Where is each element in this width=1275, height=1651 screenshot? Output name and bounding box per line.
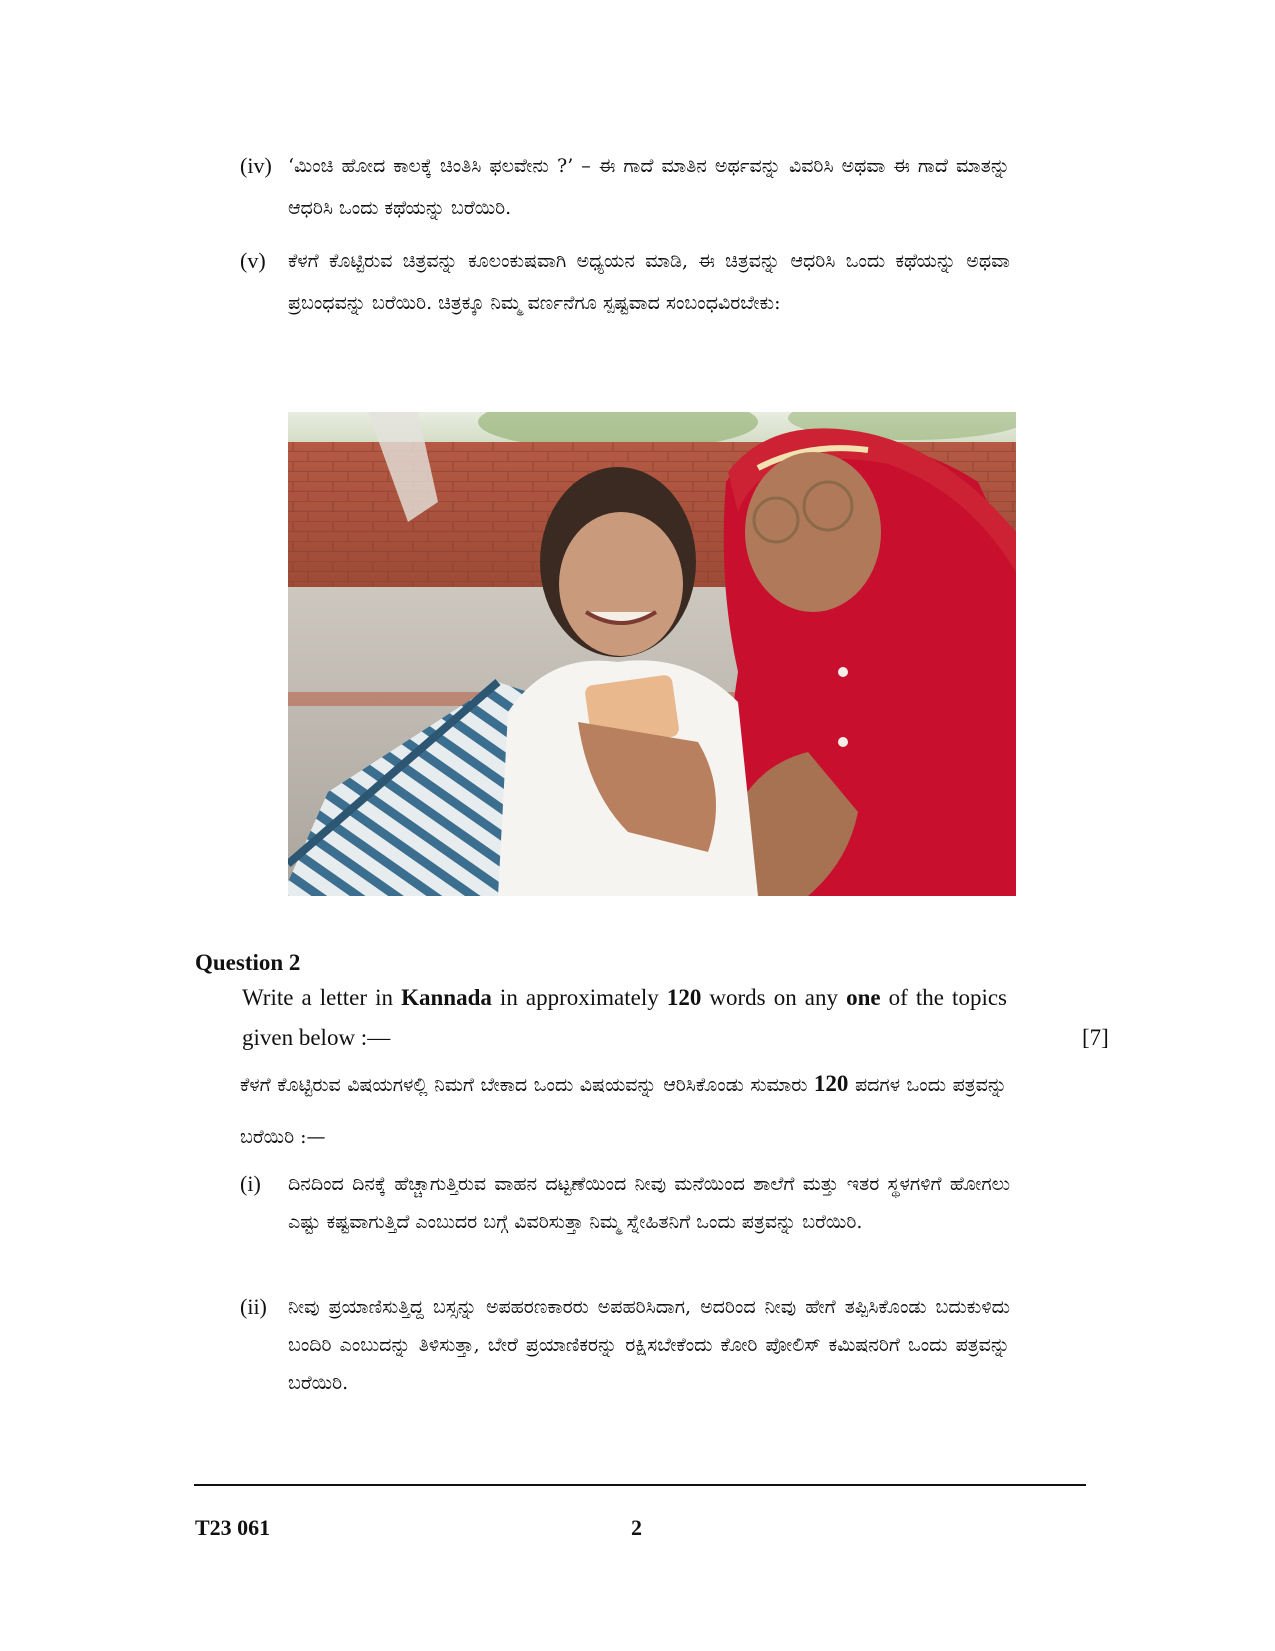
item-number: (ii) bbox=[240, 1294, 267, 1319]
item-number: (v) bbox=[240, 248, 266, 273]
instruction-bold: Kannada bbox=[401, 985, 492, 1010]
kannada-text: ಕೆಳಗೆ ಕೊಟ್ಟಿರುವ ವಿಷಯಗಳಲ್ಲಿ ನಿಮಗೆ ಬೇಕಾದ ಒಂದು ವಿಷಯವನ್ನು ಆರಿಸಿಕೊಂಡು ಸುಮಾರು bbox=[240, 1074, 814, 1096]
instruction-text: Write a letter in bbox=[242, 985, 402, 1010]
footer-divider bbox=[194, 1484, 1086, 1486]
grandmother-girl-phone-photo bbox=[288, 412, 1016, 896]
word-count: 120 bbox=[813, 1071, 849, 1096]
paper-code: T23 061 bbox=[195, 1515, 271, 1540]
q2-item-ii bbox=[240, 1288, 1010, 1402]
q1-item-v bbox=[240, 240, 1010, 324]
instruction-bold: one bbox=[846, 985, 881, 1010]
question-2-instruction bbox=[242, 978, 1007, 1058]
question-2-kannada-instruction bbox=[240, 1058, 1007, 1163]
item-text: ಕೆಳಗೆ ಕೊಟ್ಟಿರುವ ಚಿತ್ರವನ್ನು ಕೂಲಂಕುಷವಾಗಿ ಅಧ್ಯಯನ ಮಾಡಿ, ಈ ಚಿತ್ರವನ್ನು ಆಧರಿಸಿ ಒಂದು ಕಥೆಯನ್ನು ಅಥವಾ ಪ್ರಬಂಧವನ್ನು ಬರೆಯಿರಿ. ಚಿತ್ರಕ್ಕೂ ನಿಮ್ಮ ವರ್ಣನೆಗೂ ಸ್ಪಷ್ಟವಾದ ಸಂಬಂಧವಿರಬೇಕು: bbox=[288, 250, 1010, 314]
page-number: 2 bbox=[631, 1515, 642, 1540]
kannada-text: ಪದಗಳ ಒಂದು ಪತ್ರವನ್ನು ಬರೆಯಿರಿ :— bbox=[240, 1074, 1007, 1148]
instruction-text: words on any bbox=[701, 985, 847, 1010]
item-number: (i) bbox=[240, 1171, 261, 1196]
instruction-bold: 120 bbox=[666, 985, 702, 1010]
item-text: ನೀವು ಪ್ರಯಾಣಿಸುತ್ತಿದ್ದ ಬಸ್ಸನ್ನು ಅಪಹರಣಕಾರರು ಅಪಹರಿಸಿದಾಗ, ಅದರಿಂದ ನೀವು ಹೇಗೆ ತಪ್ಪಿಸಿಕೊಂಡು ಬದುಕುಳಿದು ಬಂದಿರಿ ಎಂಬುದನ್ನು ತಿಳಿಸುತ್ತಾ, ಬೇರೆ ಪ್ರಯಾಣಿಕರನ್ನು ರಕ್ಷಿಸಬೇಕೆಂದು ಕೋರಿ ಪೋಲಿಸ್ ಕಮಿಷನರಿಗೆ ಒಂದು ಪತ್ರವನ್ನು ಬರೆಯಿರಿ. bbox=[288, 1296, 1010, 1394]
q2-item-i bbox=[240, 1165, 1010, 1241]
marks-label: [7] bbox=[1082, 1025, 1109, 1050]
item-text: ದಿನದಿಂದ ದಿನಕ್ಕೆ ಹೆಚ್ಚಾಗುತ್ತಿರುವ ವಾಹನ ದಟ್ಟಣೆಯಿಂದ ನೀವು ಮನೆಯಿಂದ ಶಾಲೆಗೆ ಮತ್ತು ಇತರ ಸ್ಥಳಗಳಿಗೆ ಹೋಗಲು ಎಷ್ಟು ಕಷ್ಟವಾಗುತ್ತಿದೆ ಎಂಬುದರ ಬಗ್ಗೆ ವಿವರಿಸುತ್ತಾ ನಿಮ್ಮ ಸ್ನೇಹಿತನಿಗೆ ಒಂದು ಪತ್ರವನ್ನು ಬರೆಯಿರಿ. bbox=[288, 1173, 1010, 1233]
instruction-text: in approximately bbox=[491, 985, 667, 1010]
instruction-text: of the topics given below :— bbox=[242, 985, 1007, 1050]
item-text: ‘ಮಿಂಚಿ ಹೋದ ಕಾಲಕ್ಕೆ ಚಿಂತಿಸಿ ಫಲವೇನು ?’ – ಈ ಗಾದೆ ಮಾತಿನ ಅರ್ಥವನ್ನು ವಿವರಿಸಿ ಅಥವಾ ಈ ಗಾದೆ ಮಾತನ್ನು ಆಧರಿಸಿ ಒಂದು ಕಥೆಯನ್ನು ಬರೆಯಿರಿ. bbox=[288, 155, 1010, 219]
item-number: (iv) bbox=[240, 153, 272, 178]
question-2-heading: Question 2 bbox=[195, 950, 301, 975]
q1-item-iv bbox=[240, 145, 1010, 229]
